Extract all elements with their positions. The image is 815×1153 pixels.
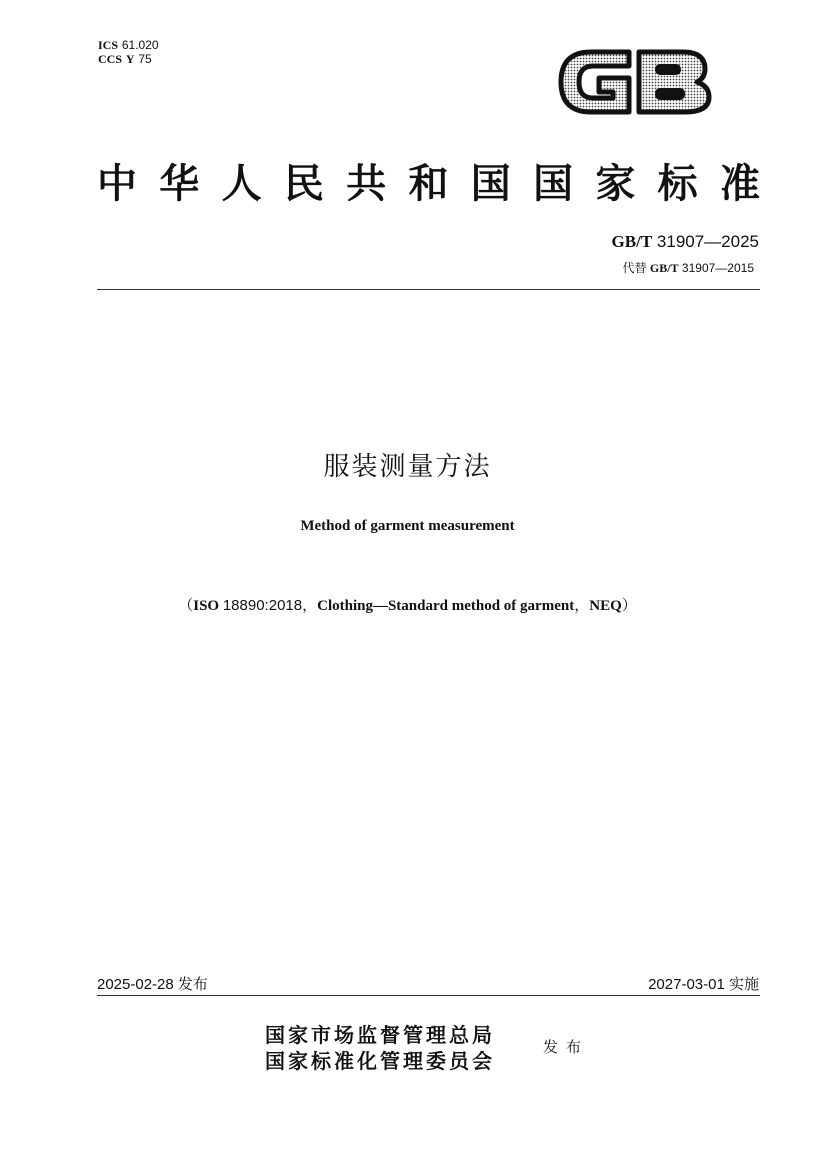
ccs-label: CCS bbox=[98, 52, 123, 66]
replaces-standard bbox=[623, 259, 754, 276]
issue-word: 发布 bbox=[543, 1038, 590, 1056]
gb-logo-icon bbox=[555, 42, 715, 122]
ics-label: ICS bbox=[98, 38, 119, 52]
implement-date-value: 2027-03-01 bbox=[648, 976, 725, 993]
title-char: 家 bbox=[595, 159, 636, 207]
ics-line bbox=[98, 38, 159, 52]
iso-open-paren: （ bbox=[178, 598, 194, 614]
standard-number-value: 31907—2025 bbox=[656, 232, 759, 251]
title-char: 中 bbox=[97, 159, 137, 207]
title-char: 共 bbox=[346, 159, 387, 207]
replaces-label: 代替 bbox=[622, 261, 647, 275]
title-char: 国 bbox=[533, 159, 574, 207]
title-char: 人 bbox=[221, 159, 262, 207]
iso-degree: NEQ bbox=[589, 598, 622, 614]
top-divider bbox=[97, 289, 760, 290]
issuer-sac: 国家标准化管理委员会 bbox=[265, 1049, 495, 1073]
ics-value: 61.020 bbox=[121, 38, 159, 52]
standard-number bbox=[612, 232, 759, 252]
implement-label: 实施 bbox=[728, 976, 759, 993]
document-title-en: Method of garment measurement bbox=[300, 518, 515, 534]
publish-label: 发布 bbox=[177, 976, 208, 993]
iso-prefix: ISO bbox=[193, 598, 220, 614]
classification-codes bbox=[98, 38, 159, 66]
implement-date bbox=[648, 973, 759, 994]
iso-reference bbox=[0, 594, 815, 615]
title-char: 和 bbox=[408, 159, 449, 207]
publish-date bbox=[97, 973, 208, 994]
iso-separator: ， bbox=[574, 598, 590, 614]
title-char: 民 bbox=[283, 159, 324, 207]
ccs-line bbox=[98, 52, 159, 66]
replaces-prefix: GB/T bbox=[649, 261, 679, 275]
title-char: 标 bbox=[657, 159, 698, 207]
title-char: 国 bbox=[470, 159, 511, 207]
ccs-class: Y bbox=[125, 52, 135, 66]
issuer-samr: 国家市场监督管理总局 bbox=[265, 1023, 495, 1047]
title-char: 准 bbox=[719, 159, 760, 207]
iso-name: Clothing—Standard method of garment bbox=[317, 598, 575, 614]
replaces-number: 31907—2015 bbox=[681, 261, 754, 275]
iso-number: 18890:2018 bbox=[222, 597, 303, 614]
document-title-cn: 服装测量方法 bbox=[323, 452, 492, 482]
bottom-divider bbox=[97, 995, 760, 996]
national-standard-title bbox=[97, 152, 760, 208]
iso-separator: ， bbox=[302, 598, 318, 614]
ccs-value: 75 bbox=[138, 52, 152, 66]
issuing-authorities bbox=[265, 1022, 495, 1074]
title-char: 华 bbox=[159, 159, 200, 207]
standard-prefix: GB/T bbox=[611, 232, 653, 251]
iso-close-paren: ） bbox=[621, 598, 637, 614]
publish-date-value: 2025-02-28 bbox=[97, 976, 174, 993]
